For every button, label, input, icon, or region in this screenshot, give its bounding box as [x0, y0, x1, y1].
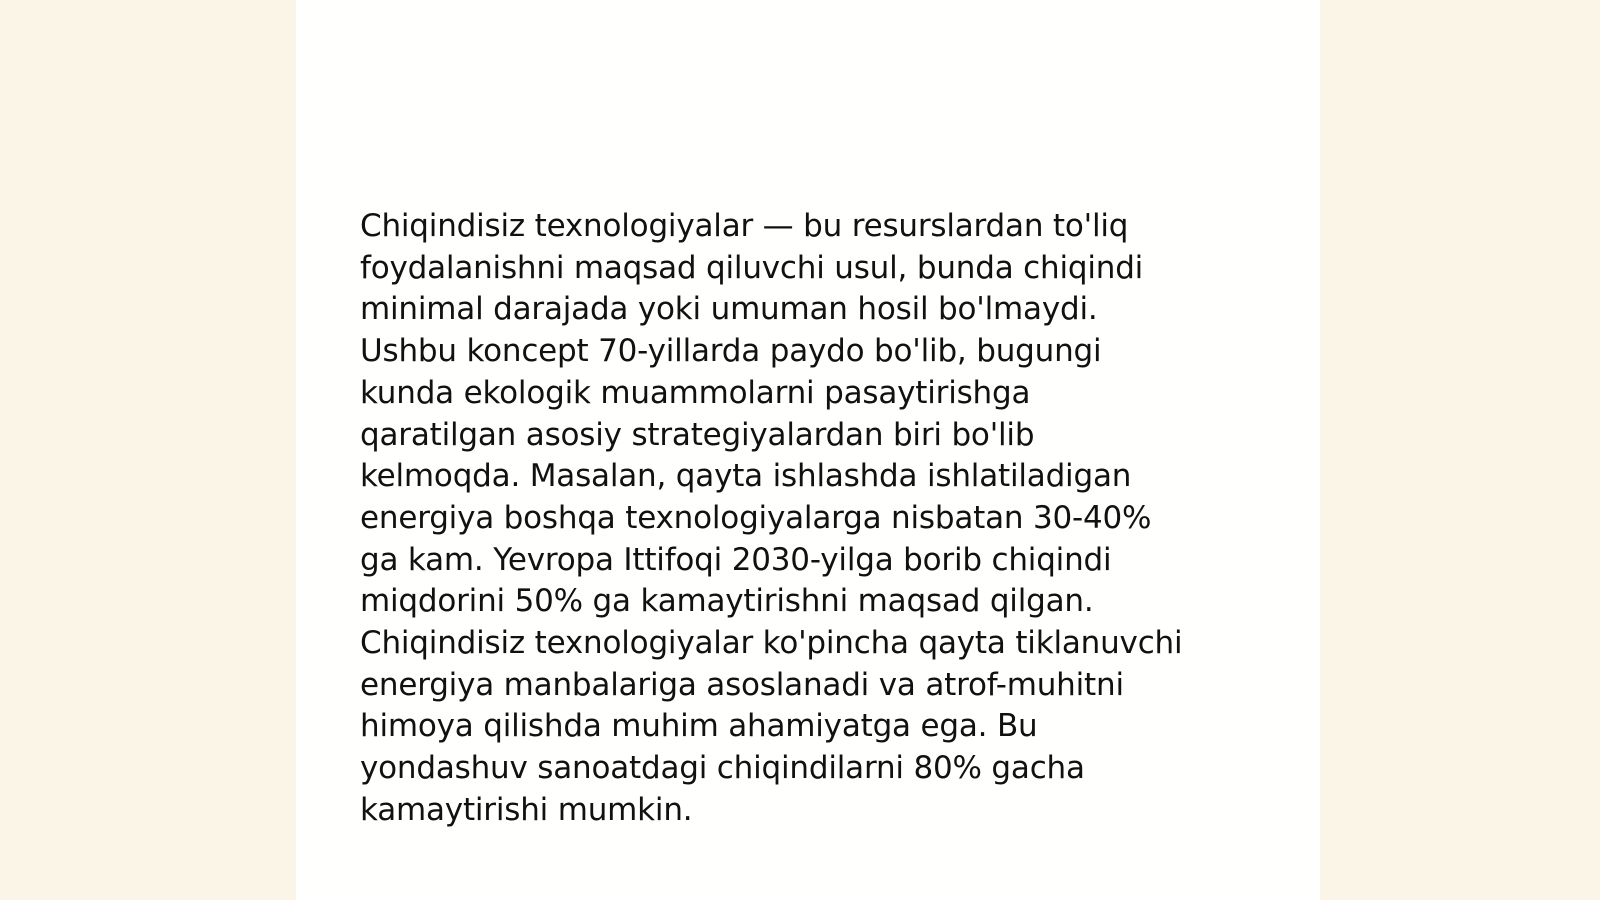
text-line-13: himoya qilishda muhim ahamiyatga ega. Bu [360, 708, 1038, 745]
text-line-15: kamaytirishi mumkin. [360, 791, 693, 828]
text-line-2: foydalanishni maqsad qiluvchi usul, bunda chiqindi [360, 249, 1144, 286]
text-line-3: minimal darajada yoki umuman hosil bo'lmaydi. [360, 291, 1098, 328]
text-line-12: energiya manbalariga asoslanadi va atrof-muhitni [360, 666, 1124, 703]
document-page [296, 0, 1320, 900]
text-line-10: miqdorini 50% ga kamaytirishni maqsad qilgan. [360, 583, 1094, 620]
text-line-9: ga kam. Yevropa Ittifoqi 2030-yilga borib chiqindi [360, 541, 1112, 578]
text-line-7: kelmoqda. Masalan, qayta ishlashda ishlatiladigan [360, 458, 1132, 495]
body-paragraph [360, 206, 1240, 832]
text-line-14: yondashuv sanoatdagi chiqindilarni 80% gacha [360, 750, 1085, 787]
text-line-8: energiya boshqa texnologiyalarga nisbatan 30-40% [360, 499, 1152, 536]
text-line-1: Chiqindisiz texnologiyalar — bu resurslardan to'liq [360, 208, 1129, 244]
text-line-6: qaratilgan asosiy strategiyalardan biri bo'lib [360, 416, 1035, 453]
text-line-11: Chiqindisiz texnologiyalar ko'pincha qayta tiklanuvchi [360, 625, 1183, 662]
text-line-4: Ushbu koncept 70-yillarda paydo bo'lib, bugungi [360, 333, 1102, 370]
text-line-5: kunda ekologik muammolarni pasaytirishga [360, 374, 1031, 411]
